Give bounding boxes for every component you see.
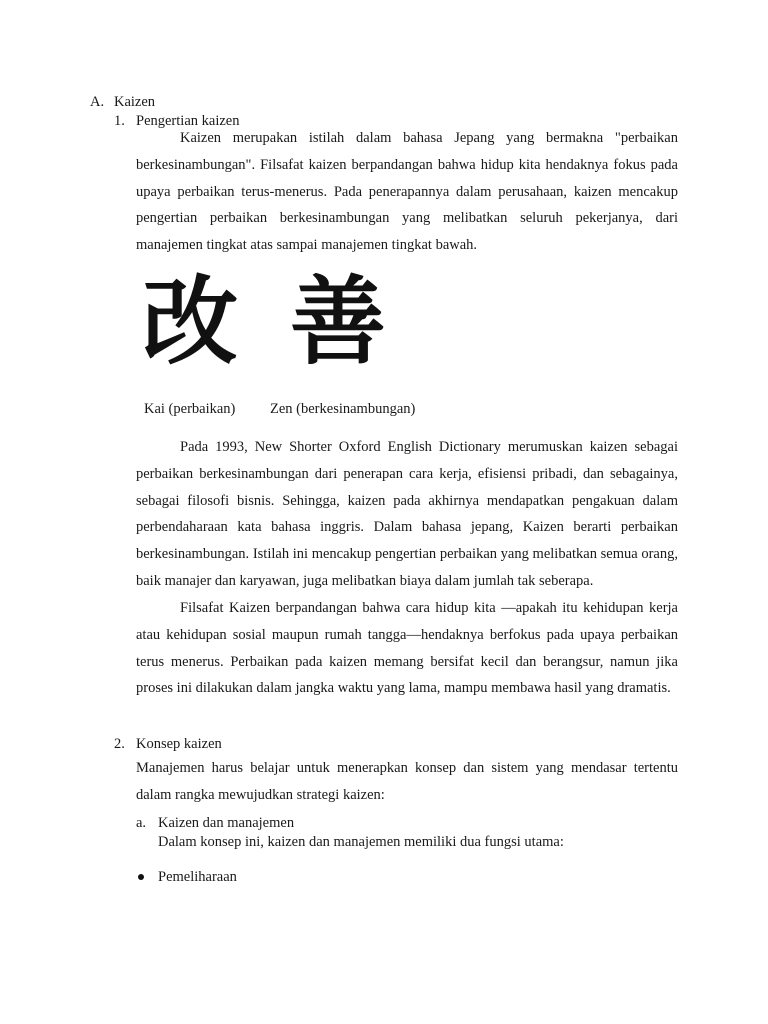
item1-paragraph-text: Kaizen merupakan istilah dalam bahasa Jepang yang bermakna "perbaikan berkesinambungan". Filsafat kaizen berpandangan bahwa hidup kita hendaknya fokus pada upaya perbaikan terus-menerus. Pada penerapannya dalam perusahaan, kaizen mencakup pengertian perbaikan berkesinambungan yang melibatkan seluruh pekerjanya, dari manajemen tingkat atas sampai manajemen tingkat bawah. — [136, 130, 678, 254]
section-title: Kaizen — [114, 94, 156, 110]
item2-title: Konsep kaizen — [136, 736, 222, 752]
item1-marker: 1. — [114, 113, 125, 129]
subitem-a-marker: a. — [136, 815, 147, 831]
item2-paragraph: Manajemen harus belajar untuk menerapkan konsep dan sistem yang mendasar tertentu dalam rangka mewujudkan strategi kaizen: — [136, 760, 678, 803]
paragraph-2 — [136, 434, 678, 595]
subitem-a-text: Dalam konsep ini, kaizen dan manajemen memiliki dua fungsi utama: — [158, 834, 564, 850]
paragraph-3 — [136, 595, 678, 702]
item2-marker: 2. — [114, 736, 125, 752]
bullet-pemeliharaan: Pemeliharaan — [158, 869, 237, 885]
bullet-dot-icon — [138, 874, 144, 880]
paragraph-2-text: Pada 1993, New Shorter Oxford English Dictionary merumuskan kaizen sebagai perbaikan berkesinambungan dari penerapan cara kerja, efisiensi pribadi, dan sebagainya, sebagai filosofi bisnis. Sehingga, kaizen pada akhirnya mendapatkan pengakuan dalam perbendaharaan kata bahasa inggris. Dalam bahasa jepang, Kaizen berarti perbaikan berkesinambungan. Istilah ini mencakup pengertian perbaikan yang melibatkan semua orang, baik manajer dan karyawan, juga melibatkan biaya dalam jumlah tak seberapa. — [136, 439, 678, 589]
item1-paragraph — [136, 125, 678, 259]
zen-caption: Zen (berkesinambungan) — [270, 401, 416, 417]
subitem-a-title: Kaizen dan manajemen — [158, 815, 295, 831]
kanji-zen: 善 — [290, 266, 386, 378]
paragraph-3-text: Filsafat Kaizen berpandangan bahwa cara hidup kita —apakah itu kehidupan kerja atau kehidupan sosial maupun rumah tangga—hendaknya berfokus pada upaya perbaikan terus menerus. Perbaikan pada kaizen memang bersifat kecil dan berangsur, namun jika proses ini dilakukan dalam jangka waktu yang lama, mampu membawa hasil yang dramatis. — [136, 600, 678, 697]
kanji-kai: 改 — [142, 266, 238, 378]
kai-caption: Kai (perbaikan) — [144, 401, 236, 417]
section-marker: A. — [90, 94, 105, 110]
item1-title: Pengertian kaizen — [136, 113, 240, 129]
